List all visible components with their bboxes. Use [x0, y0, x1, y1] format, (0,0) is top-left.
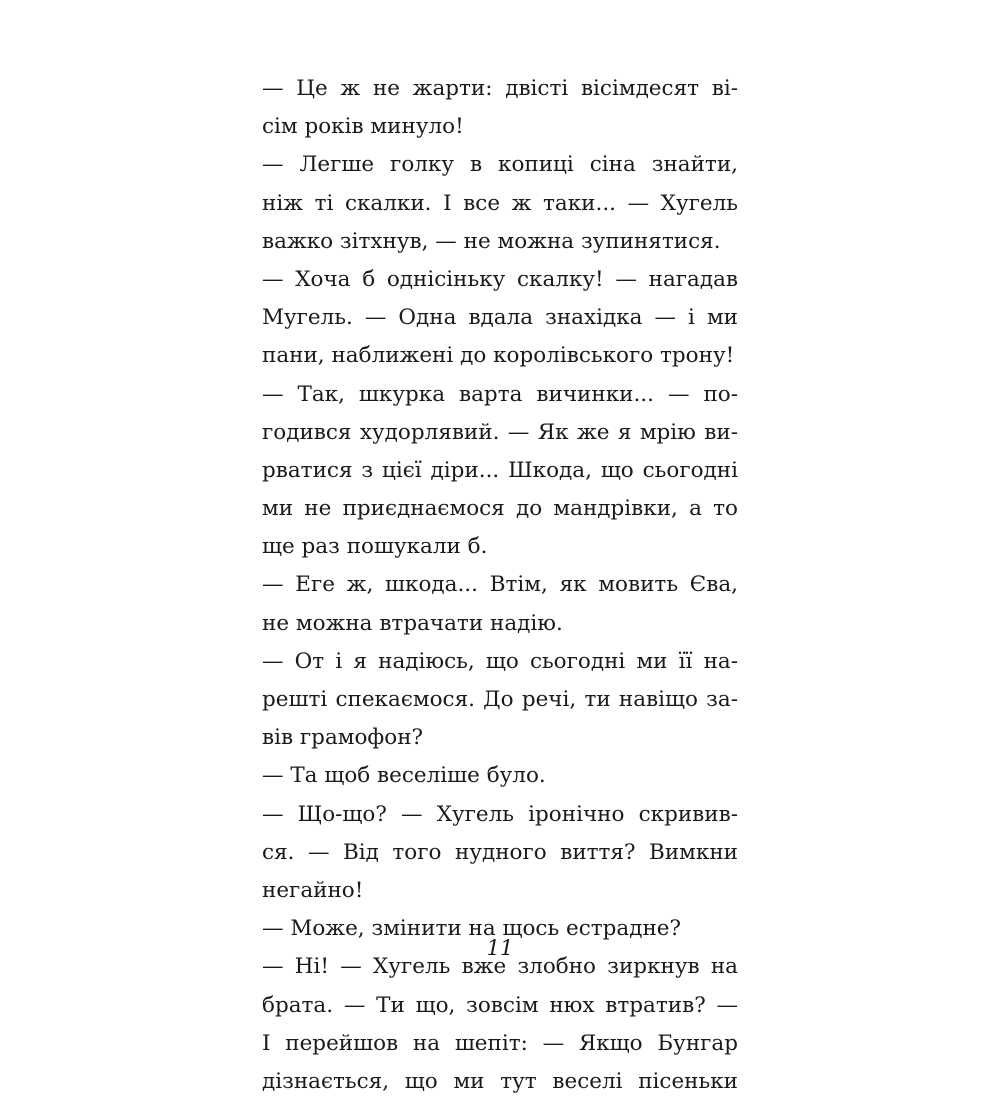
text-line: рватися з цієї діри... Шкода, що сьогодні	[262, 457, 738, 483]
text-line: пани, наближені до королівського трону!	[262, 343, 735, 369]
text-line: — Та щоб веселіше було.	[262, 763, 546, 789]
text-line: ся. — Від того нудного виття? Вимкни	[262, 839, 738, 865]
text-line: вів грамофон?	[262, 725, 424, 751]
text-line: решті спекаємося. До речі, ти навіщо за-	[262, 687, 738, 712]
text-line: ніж ті скалки. І все ж таки... — Хугель	[262, 190, 738, 216]
text-line: Мугель. — Одна вдала знахідка — і ми	[262, 305, 738, 331]
text-line: брата. — Ти що, зовсім нюх втратив? —	[262, 992, 738, 1018]
text-line: ми не приєднаємося до мандрівки, а то	[262, 496, 738, 522]
text-line: годився худорлявий. — Як же я мрію ви-	[262, 419, 738, 445]
text-line: — Що-що? — Хугель іронічно скривив-	[262, 801, 738, 827]
text-line: — Ні! — Хугель вже злобно зиркнув на	[262, 954, 738, 980]
text-line: — Хоча б однісіньку скалку! — нагадав	[262, 266, 738, 292]
text-line: негайно!	[262, 877, 364, 903]
text-line: дізнається, що ми тут веселі пісеньки	[262, 1068, 738, 1094]
text-line: не можна втрачати надію.	[262, 610, 563, 636]
text-line: — Легше голку в копиці сіна знайти,	[262, 152, 738, 178]
text-line: — Може, змінити на щось естрадне?	[262, 916, 682, 942]
page-number: 11	[486, 936, 514, 960]
text-line: сім років минуло!	[262, 114, 464, 140]
text-line: — Так, шкурка варта вичинки... — по-	[262, 381, 738, 407]
text-line: — От і я надіюсь, що сьогодні ми її на-	[262, 648, 738, 674]
text-line: І перейшов на шепіт: — Якщо Бунгар	[262, 1030, 738, 1056]
text-line: важко зітхнув, — не можна зупинятися.	[262, 228, 721, 254]
text-line: — Це ж не жарти: двісті вісімдесят ві-	[262, 76, 738, 101]
text-line: — Еге ж, шкода... Втім, як мовить Єва,	[262, 572, 738, 598]
text-line: ще раз пошукали б.	[262, 534, 488, 560]
